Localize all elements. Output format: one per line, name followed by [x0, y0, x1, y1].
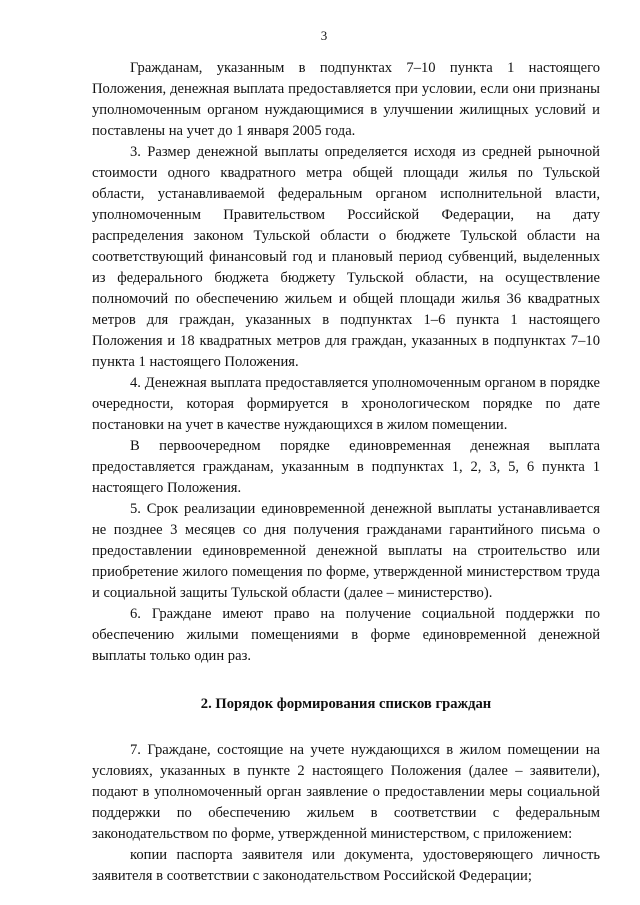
- paragraph-priority: В первоочередном порядке единовременная денежная выплата предоставляется гражданам, указанным в подпунктах 1, 2, 3, 5, 6 пункта 1 настоящего Положения.: [92, 438, 600, 496]
- paragraph-item-5: 5. Срок реализации единовременной денежной выплаты устанавливается не позднее 3 месяцев со дня получения гражданами гарантийного письма о предоставлении единовременной денежной выплаты на строительство или приобретение жилого помещения по форме, утвержденной министерством труда и социальной защиты Тульской области (далее – министерство).: [92, 501, 600, 601]
- page-number: 3: [320, 28, 328, 43]
- paragraph-item-6: 6. Граждане имеют право на получение социальной поддержки по обеспечению жилыми помещениями в форме единовременной денежной выплаты только один раз.: [92, 606, 600, 664]
- paragraph-citizens-7-10: Гражданам, указанным в подпунктах 7–10 пункта 1 настоящего Положения, денежная выплата предоставляется при условии, если они признаны уполномоченным органом нуждающимися в улучшении жилищных условий и поставлены на учет до 1 января 2005 года.: [92, 60, 600, 139]
- paragraph-item-3: 3. Размер денежной выплаты определяется исходя из средней рыночной стоимости одного квадратного метра общей площади жилья по Тульской области, устанавливаемой федеральным органом исполнительной власти, уполномоченным Правительством Российской Федерации, на дату распределения законом Тульской области о бюджете Тульской области на соответствующий финансовый год и плановый период субвенций, выделенных из федерального бюджета бюджету Тульской области, на осуществление полномочий по обеспечению жильем и общей площади жилья 36 квадратных метров для граждан, указанных в подпунктах 1–6 пункта 1 настоящего Положения и 18 квадратных метров для граждан, указанных в подпунктах 7–10 пункта 1 настоящего Положения.: [92, 144, 600, 370]
- paragraph-item-7: 7. Граждане, состоящие на учете нуждающихся в жилом помещении на условиях, указанных в пункте 2 настоящего Положения (далее – заявители), подают в уполномоченный орган заявление о предоставлении меры социальной поддержки по обеспечению жильем в соответствии с федеральным законодательством по форме, утвержденной министерством, с приложением:: [92, 742, 600, 842]
- paragraph-item-4: 4. Денежная выплата предоставляется уполномоченным органом в порядке очередности, которая формируется в хронологическом порядке по дате постановки на учет в качестве нуждающихся в жилом помещении.: [92, 375, 600, 433]
- paragraph-passport-copy: копии паспорта заявителя или документа, удостоверяющего личность заявителя в соответствии с законодательством Российской Федерации;: [92, 847, 600, 884]
- document-page: [92, 28, 600, 887]
- section-heading: 2. Порядок формирования списков граждан: [200, 696, 492, 712]
